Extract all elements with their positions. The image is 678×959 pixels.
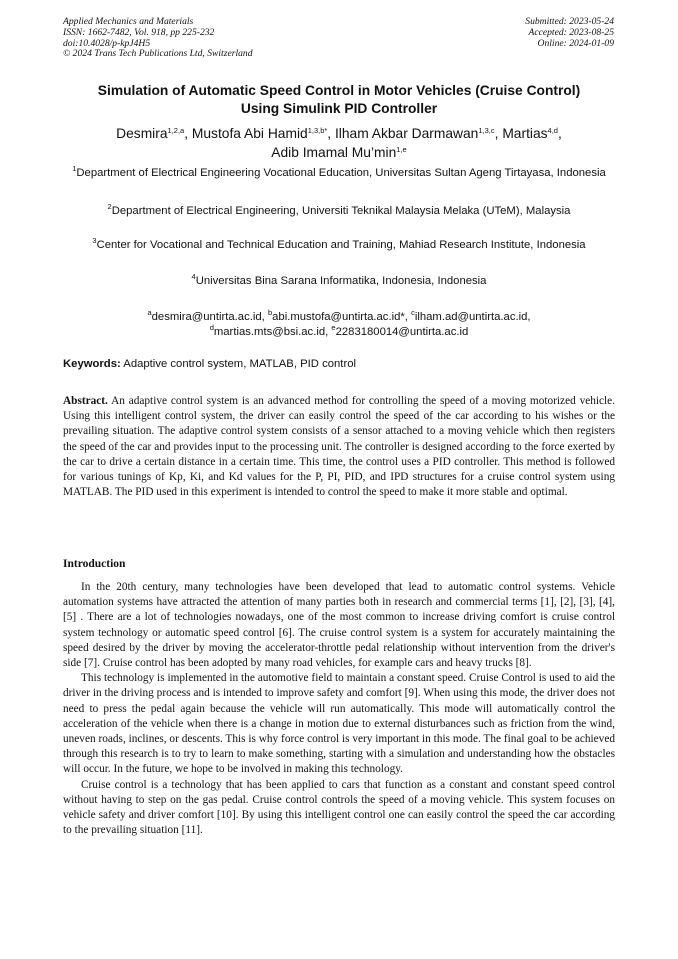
author-name: Desmira	[116, 126, 168, 141]
abstract-label: Abstract.	[63, 395, 108, 407]
section-heading-introduction: Introduction	[63, 558, 126, 570]
affiliation	[190, 274, 488, 290]
author-name: Adib Imamal Mu’min	[271, 145, 397, 160]
author-name: Martias	[502, 126, 548, 141]
author-list: Desmira$^{1,2,a}$, Mustofa Abi Hamid$^{1,3,b*}$, Ilham Akbar Darmawan$^{1,3,c}$, Martias$^{4,d}$, Adib Imamal $Mu’\min^{1,e}$	[116, 126, 562, 160]
affiliation	[63, 238, 615, 254]
affiliation	[63, 166, 615, 182]
affiliation-text: Department of Electrical Engineering Vocational Education, Universitas Sultan Ageng Tirtayasa, Indonesia	[76, 167, 606, 179]
journal-info	[63, 17, 253, 60]
submitted-date: Submitted: 2023-05-24	[525, 16, 614, 27]
affiliation-number: 3	[92, 236, 97, 245]
author-superscript: 4,d	[547, 126, 558, 135]
keywords-text: Adaptive control system, MATLAB, PID control	[123, 358, 356, 370]
copyright: © 2024 Trans Tech Publications Ltd, Switzerland	[63, 48, 253, 60]
affiliation-text: Universitas Bina Sarana Informatika, Indonesia, Indonesia	[195, 275, 487, 287]
paragraph: In the 20th century, many technologies have been developed that lead to automatic control systems. Vehicle automation systems have attracted the attention of many parties both in research and commercial terms [1], [2], [3], [4], [5] . There are a lot of technologies nowadays, one of the most common to increase driving comfort is cruise control system technology or automatic speed control [6]. The cruise control system is a system for accurately maintaining the speed desired by the driver by moving the accelerator-throttle pedal relationship without intervention from the driver's side [7]. Cruise control has been adopted by many road vehicles, for example cars and heavy trucks [8].	[63, 581, 615, 670]
journal-name: Applied Mechanics and Materials	[63, 16, 194, 27]
email-c[interactable]: ilham.ad@untirta.ac.id	[414, 311, 528, 323]
affiliation-text: Department of Electrical Engineering, Universiti Teknikal Malaysia Melaka (UTeM), Malaysia	[111, 205, 571, 217]
doi: doi:10.4028/p-kpJ4H5	[63, 37, 151, 49]
online-date: Online: 2024-01-09	[537, 37, 614, 49]
keywords-label: Keywords:	[63, 358, 121, 370]
email-a[interactable]: desmira@untirta.ac.id	[151, 311, 262, 323]
affiliation-text: Center for Vocational and Technical Education and Training, Mahiad Research Institute, Indonesia	[96, 239, 586, 251]
paper-title: Simulation of Automatic Speed Control in Motor Vehicles (Cruise Control) Using Simulink PID Controller	[97, 83, 581, 116]
author-superscript: 1,2,a	[167, 126, 185, 135]
affiliation-number: 4	[191, 272, 196, 281]
issn-volume-pages: ISSN: 1662-7482, Vol. 918, pp 225-232	[63, 26, 215, 38]
affiliation	[63, 204, 615, 220]
submission-dates	[525, 17, 614, 49]
author-name: Mustofa Abi Hamid	[191, 126, 308, 141]
accepted-date: Accepted: 2023-08-25	[528, 26, 614, 38]
author-emails: $^a$desmira@untirta.ac.id, $^b$abi.mustofa@untirta.ac.id*, $^c$ilham.ad@untirta.ac.id, $^d$martias.mts@bsi.ac.id, $^e$2283180014@untirta.ac.id	[147, 308, 531, 338]
paragraph: Cruise control is a technology that has been applied to cars that function as a constant and constant speed control without having to step on the gas pedal. Cruise control controls the speed of a moving vehicle. This system focuses on vehicle safety and driver comfort [10]. By using this intelligent control one can easily control the speed the car according to the prevailing situation [11].	[63, 778, 615, 837]
email-d[interactable]: martias.mts@bsi.ac.id	[213, 326, 326, 338]
abstract-text: An adaptive control system is an advanced method for controlling the speed of a moving motorized vehicle. Using this intelligent control system, the driver can easily control the speed of the car according to his wishes or the prevailing situation. The adaptive control system consists of a sensor attached to a moving vehicle which then registers the speed of the car and provides input to the processing unit. The controller is designed according to the force exerted by the car to drive a certain distance in a certain time. This time, the control uses a PID controller. This method is followed for various tunings of Kp, Ki, and Kd values for the P, PI, PID, and IPD structures for a cruise control system using MATLAB. The PID used in this experiment is intended to control the speed to make it more stable and optimal.	[63, 395, 616, 499]
author-superscript: 1,3,b*	[307, 126, 328, 135]
paragraph: This technology is implemented in the automotive field to maintain a constant speed. Cruise Control is used to aid the driver in the driving process and is intended to improve safety and comfort [9]. When using this mode, the driver does not need to press the pedal again because the vehicle will run automatically. This mode will automatically control the acceleration of the vehicle when there is a change in motion due to external disturbances such as friction from the wind, uneven roads, inclines, or descents. This is why force control is very important in this mode. The final goal to be achieved through this research is to try to learn to make something, starting with a simulation and understanding how the obstacles will occur. In the future, we hope to be involved in making this technology.	[63, 672, 615, 776]
email-e[interactable]: 2283180014@untirta.ac.id	[335, 326, 469, 338]
keywords	[63, 357, 615, 372]
affiliation-number: 2	[107, 202, 112, 211]
author-name: Ilham Akbar Darmawan	[334, 126, 479, 141]
affiliation-number: 1	[72, 164, 77, 173]
email-b[interactable]: abi.mustofa@untirta.ac.id*	[272, 311, 405, 323]
author-superscript: 1,e	[396, 145, 407, 154]
abstract	[63, 394, 615, 500]
author-superscript: 1,3,c	[478, 126, 495, 135]
introduction-body	[63, 580, 615, 838]
